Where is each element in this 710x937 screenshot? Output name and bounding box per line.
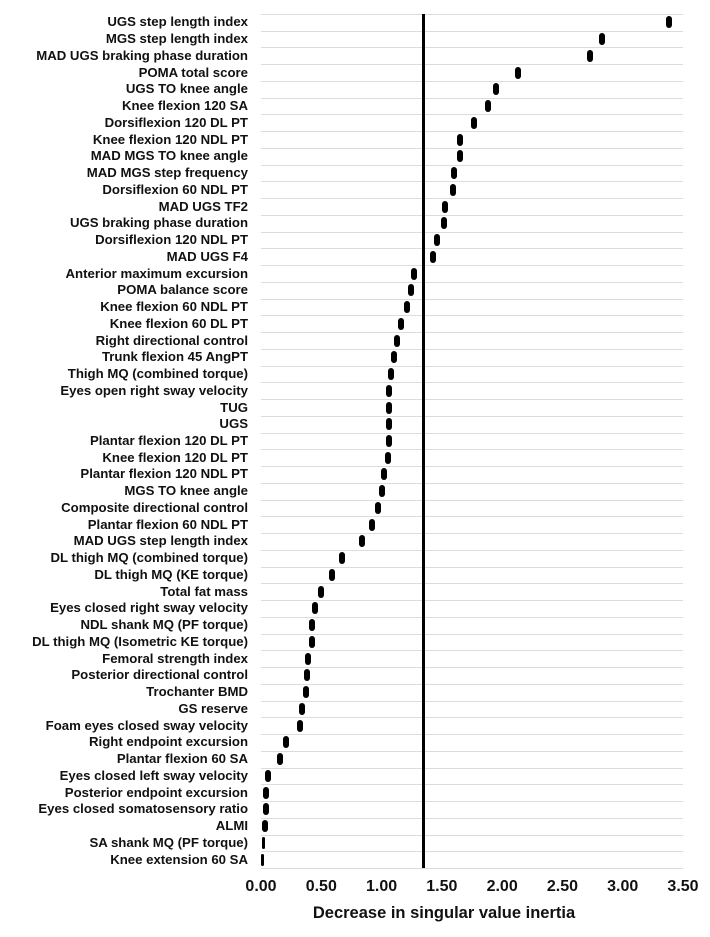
data-point — [430, 251, 436, 263]
data-point — [386, 418, 392, 430]
gridline — [261, 717, 683, 718]
gridline — [261, 232, 683, 233]
gridline — [261, 851, 683, 852]
data-point — [388, 368, 394, 380]
data-point — [262, 820, 268, 832]
category-label: Eyes closed right sway velocity — [50, 600, 248, 616]
data-point — [386, 402, 392, 414]
gridline — [261, 349, 683, 350]
x-tick-label: 0.50 — [305, 878, 337, 895]
data-point — [303, 686, 309, 698]
data-point — [457, 134, 463, 146]
category-label: Plantar flexion 60 NDL PT — [87, 516, 248, 532]
gridline — [261, 801, 683, 802]
x-tick-label: 3.00 — [607, 878, 639, 895]
category-label: DL thigh MQ (Isometric KE torque) — [32, 633, 248, 649]
gridline — [261, 550, 683, 551]
category-label: Anterior maximum excursion — [65, 265, 248, 281]
category-label: Right endpoint excursion — [89, 734, 248, 750]
category-label: Dorsiflexion 120 NDL PT — [95, 232, 248, 248]
category-label: DL thigh MQ (combined torque) — [50, 550, 248, 566]
gridline — [261, 533, 683, 534]
category-label: Posterior directional control — [71, 667, 248, 683]
category-label: MGS TO knee angle — [124, 483, 248, 499]
gridline — [261, 667, 683, 668]
gridline — [261, 751, 683, 752]
gridline — [261, 701, 683, 702]
gridline — [261, 114, 683, 115]
data-point — [277, 753, 283, 765]
category-label: Knee flexion 120 NDL PT — [92, 131, 248, 147]
data-point — [379, 485, 385, 497]
gridline — [261, 768, 683, 769]
gridline — [261, 433, 683, 434]
gridline — [261, 282, 683, 283]
category-label: TUG — [220, 399, 248, 415]
data-point — [359, 535, 365, 547]
gridline — [261, 650, 683, 651]
data-point — [263, 803, 269, 815]
category-label: GS reserve — [178, 700, 248, 716]
gridline — [261, 47, 683, 48]
category-label: Dorsiflexion 120 DL PT — [104, 114, 248, 130]
data-point — [587, 50, 593, 62]
gridline — [261, 165, 683, 166]
category-label: POMA balance score — [117, 282, 248, 298]
data-point — [442, 201, 448, 213]
data-point — [515, 67, 521, 79]
gridline — [261, 835, 683, 836]
category-label: Eyes closed somatosensory ratio — [38, 801, 248, 817]
x-tick-label: 1.50 — [426, 878, 458, 895]
category-label: NDL shank MQ (PF torque) — [80, 617, 248, 633]
data-point — [485, 100, 491, 112]
data-point — [391, 351, 397, 363]
category-label: SA shank MQ (PF torque) — [89, 834, 248, 850]
category-label: Knee flexion 120 SA — [121, 98, 248, 114]
data-point — [262, 837, 265, 849]
data-point — [471, 117, 477, 129]
data-point — [312, 602, 318, 614]
data-point — [599, 33, 605, 45]
category-label: Plantar flexion 120 DL PT — [89, 433, 248, 448]
gridline — [261, 198, 683, 199]
data-point — [385, 452, 391, 464]
gridline — [261, 784, 683, 785]
gridline — [261, 684, 683, 685]
category-label: Plantar flexion 120 NDL PT — [80, 466, 248, 482]
gridline — [261, 64, 683, 65]
data-point — [263, 787, 269, 799]
category-label: Knee flexion 60 NDL PT — [100, 299, 248, 315]
gridline — [261, 14, 683, 15]
data-point — [398, 318, 404, 330]
category-label: Plantar flexion 60 SA — [116, 751, 248, 767]
category-label: Composite directional control — [61, 499, 248, 515]
data-point — [451, 167, 457, 179]
category-label: Knee flexion 120 DL PT — [102, 449, 248, 465]
data-point — [339, 552, 345, 564]
data-point — [441, 217, 447, 229]
category-label: Trochanter BMD — [146, 684, 248, 700]
category-label: DL thigh MQ (KE torque) — [94, 566, 248, 582]
data-point — [408, 284, 414, 296]
category-label: MAD MGS TO knee angle — [90, 148, 248, 164]
data-point — [304, 669, 310, 681]
gridline — [261, 248, 683, 249]
data-point — [329, 569, 335, 581]
gridline — [261, 265, 683, 266]
category-label: UGS — [219, 416, 248, 432]
category-label: Posterior endpoint excursion — [64, 784, 248, 800]
category-label: MAD MGS step frequency — [86, 165, 248, 181]
category-label: Foam eyes closed sway velocity — [45, 717, 248, 733]
data-point — [261, 854, 264, 866]
data-point — [386, 385, 392, 397]
data-point — [434, 234, 440, 246]
gridline — [261, 98, 683, 99]
category-label: Knee extension 60 SA — [110, 851, 248, 867]
data-point — [309, 619, 315, 631]
x-tick-label: 1.00 — [365, 878, 398, 895]
gridline — [261, 868, 683, 869]
x-tick-label: 2.00 — [486, 878, 518, 895]
category-label: UGS TO knee angle — [125, 81, 248, 97]
data-point — [394, 335, 400, 347]
category-label: POMA total score — [138, 64, 248, 80]
gridline — [261, 81, 683, 82]
gridline — [261, 382, 683, 383]
category-label: Eyes closed left sway velocity — [59, 767, 248, 783]
data-point — [283, 736, 289, 748]
category-label: MAD UGS braking phase duration — [36, 47, 248, 63]
gridline — [261, 315, 683, 316]
data-point — [369, 519, 375, 531]
gridline — [261, 366, 683, 367]
category-label: Total fat mass — [160, 583, 248, 599]
category-label: Femoral strength index — [102, 650, 248, 666]
category-label: MGS step length index — [105, 31, 248, 47]
data-point — [404, 301, 410, 313]
x-tick-label: 2.50 — [546, 878, 578, 895]
data-point — [666, 16, 672, 28]
data-point — [386, 435, 392, 447]
x-tick-label: 0.00 — [245, 878, 277, 895]
data-point — [450, 184, 456, 196]
data-point — [297, 720, 303, 732]
category-label: Eyes open right sway velocity — [60, 382, 248, 398]
gridline — [261, 500, 683, 501]
gridline — [261, 332, 683, 333]
data-point — [411, 268, 417, 280]
x-axis-title: Decrease in singular value inertia — [312, 904, 576, 922]
gridline — [261, 31, 683, 32]
gridline — [261, 600, 683, 601]
category-label: ALMI — [215, 818, 248, 834]
data-point — [305, 653, 311, 665]
gridline — [261, 416, 683, 417]
gridline — [261, 215, 683, 216]
data-point — [265, 770, 271, 782]
data-point — [375, 502, 381, 514]
category-label: Dorsiflexion 60 NDL PT — [102, 181, 248, 197]
category-label: MAD UGS TF2 — [158, 198, 248, 214]
gridline — [261, 131, 683, 132]
gridline — [261, 516, 683, 517]
data-point — [309, 636, 315, 648]
category-label: MAD UGS step length index — [73, 533, 248, 549]
data-point — [457, 150, 463, 162]
gridline — [261, 734, 683, 735]
gridline — [261, 617, 683, 618]
gridline — [261, 148, 683, 149]
data-point — [381, 468, 387, 480]
gridline — [261, 466, 683, 467]
category-label: UGS step length index — [107, 14, 248, 30]
gridline — [261, 299, 683, 300]
data-point — [299, 703, 305, 715]
category-label: Right directional control — [95, 332, 248, 348]
data-point — [493, 83, 499, 95]
reference-line — [422, 14, 425, 868]
category-label: Trunk flexion 45 AngPT — [101, 349, 248, 365]
gridline — [261, 567, 683, 568]
gridline — [261, 181, 683, 182]
category-label: Knee flexion 60 DL PT — [109, 315, 248, 331]
category-label: MAD UGS F4 — [166, 248, 248, 264]
gridline — [261, 634, 683, 635]
gridline — [261, 449, 683, 450]
gridline — [261, 583, 683, 584]
category-label: UGS braking phase duration — [69, 215, 248, 231]
data-point — [318, 586, 324, 598]
x-tick-label: 3.50 — [667, 878, 699, 895]
gridline — [261, 483, 683, 484]
category-label: Thigh MQ (combined torque) — [67, 366, 248, 382]
gridline — [261, 399, 683, 400]
gridline — [261, 818, 683, 819]
